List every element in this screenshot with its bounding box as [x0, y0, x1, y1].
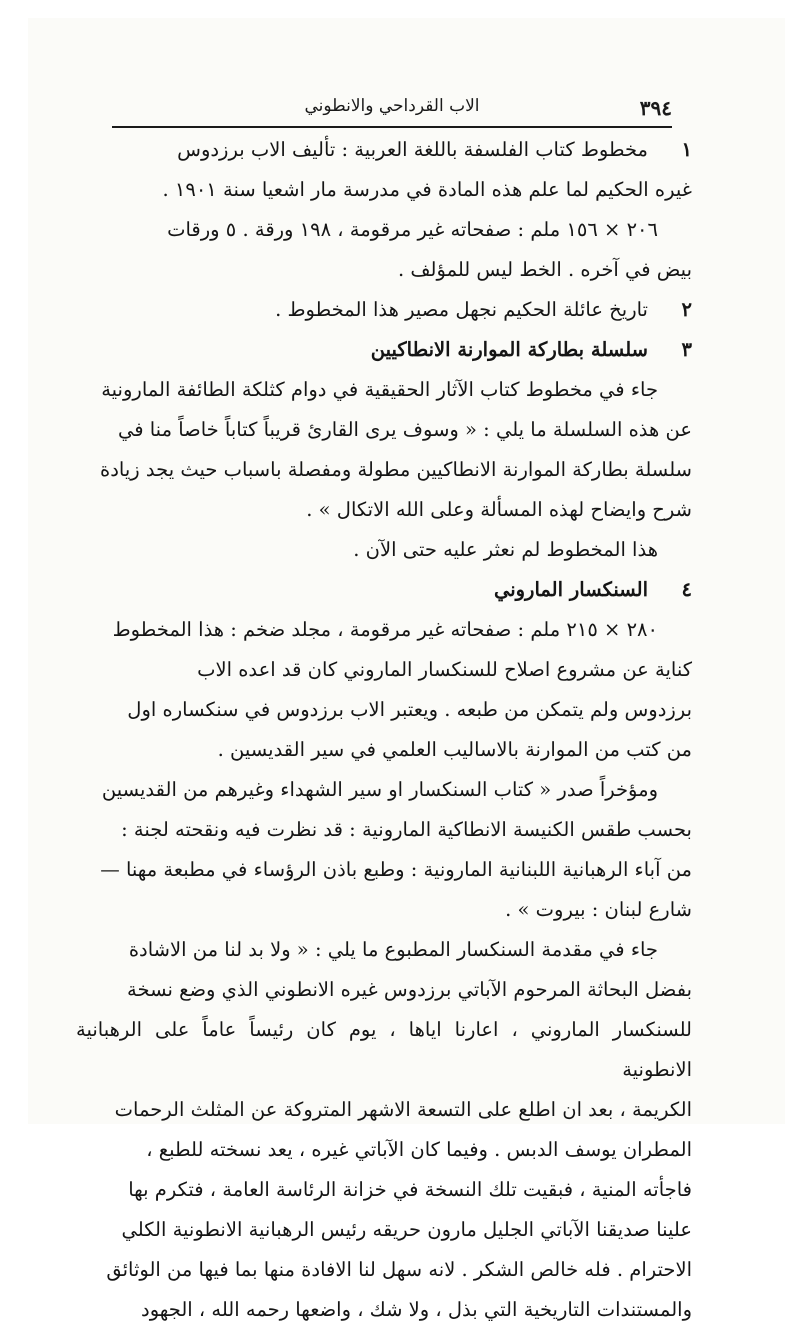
- item-number: ١: [681, 138, 692, 161]
- item-text: [76, 130, 648, 170]
- text-line: الاحترام . فله خالص الشكر . لانه سهل لنا الافادة منها بما فيها من الوثائق: [106, 1258, 692, 1281]
- header-rule: [112, 126, 672, 128]
- text-line: المطران يوسف الدبس . وفيما كان الآباتي غيره ، يعد نسخته للطبع ،: [146, 1138, 692, 1161]
- text-line: والمستندات التاريخية التي بذل ، ولا شك ، واضعها رحمه الله ، الجهود: [141, 1298, 692, 1321]
- scan-margin-left: [0, 0, 28, 1124]
- text-line: بيض في آخره . الخط ليس للمؤلف .: [397, 258, 692, 281]
- text-line: مخطوط كتاب الفلسفة باللغة العربية : تأليف الاب برزدوس: [177, 138, 648, 161]
- item-title: سلسلة بطاركة الموارنة الانطاكيين: [370, 338, 648, 361]
- page-header: [112, 92, 672, 124]
- running-title: الاب القرداحي والانطوني: [304, 96, 480, 116]
- item-number: ٤: [681, 578, 692, 601]
- text-line: علينا صديقنا الآباتي الجليل مارون حريقه رئيس الرهبانية الانطونية الكلي: [121, 1218, 692, 1241]
- text-body: [76, 130, 692, 1330]
- text-line: شارع لبنان : بيروت » .: [505, 898, 692, 921]
- page-number: ٣٩٤: [639, 96, 672, 120]
- text-line: برزدوس ولم يتمكن من طبعه . ويعتبر الاب برزدوس في سنكساره اول: [127, 698, 692, 721]
- paragraph-measurements-1: [76, 210, 692, 250]
- item-text: تاريخ عائلة الحكيم نجهل مصير هذا المخطوط .: [275, 298, 648, 321]
- scan-margin-top: [0, 0, 785, 18]
- numbered-item-1: [76, 130, 692, 170]
- text-line: من كتب من الموارنة بالاساليب العلمي في سير القديسين .: [217, 738, 692, 761]
- text-line: للسنكسار الماروني ، اعارنا اياها ، يوم كان رئيساً عاماً على الرهبانية الانطونية: [76, 1018, 692, 1081]
- text-line: فاجأته المنية ، فبقيت تلك النسخة في خزانة الرئاسة العامة ، فتكرم بها: [128, 1178, 692, 1201]
- numbered-item-3: [76, 330, 692, 370]
- numbered-item-2: [76, 290, 692, 330]
- text-line: ومؤخراً صدر « كتاب السنكسار او سير الشهداء وغيرهم من القديسين: [101, 778, 658, 801]
- text-line: ٢٠٦ × ١٥٦ ملم : صفحاته غير مرقومة ، ١٩٨ ورقة . ٥ ورقات: [167, 218, 658, 241]
- text-line: ٢٨٠ × ٢١٥ ملم : صفحاته غير مرقومة ، مجلد ضخم : هذا المخطوط: [112, 618, 658, 641]
- item-number: ٣: [681, 338, 692, 361]
- text-line: سلسلة بطاركة الموارنة الانطاكيين مطولة ومفصلة باسباب حيث يجد زيادة: [100, 458, 692, 481]
- text-line: جاء في مخطوط كتاب الآثار الحقيقية في دوام كثلكة الطائفة المارونية: [101, 378, 658, 401]
- text-line: جاء في مقدمة السنكسار المطبوع ما يلي : « ولا بد لنا من الاشادة: [128, 938, 658, 961]
- text-line: بفضل البحاثة المرحوم الآباتي برزدوس غيره الانطوني الذي وضع نسخة: [127, 978, 692, 1001]
- text-line: الكريمة ، بعد ان اطلع على التسعة الاشهر المتروكة عن المثلث الرحمات: [114, 1098, 692, 1121]
- numbered-item-4: [76, 570, 692, 610]
- item-number: ٢: [681, 298, 692, 321]
- text-line: عن هذه السلسلة ما يلي : « وسوف يرى القارئ قريباً كتاباً خاصاً منا في: [117, 418, 692, 441]
- text-line: بحسب طقس الكنيسة الانطاكية المارونية : قد نظرت فيه ونقحته لجنة :: [121, 818, 692, 841]
- text-line: شرح وايضاح لهذه المسألة وعلى الله الاتكال » .: [306, 498, 692, 521]
- text-line: هذا المخطوط لم نعثر عليه حتى الآن .: [353, 538, 658, 561]
- text-line: من آباء الرهبانية اللبنانية المارونية : وطبع باذن الرؤساء في مطبعة مهنا —: [100, 858, 692, 881]
- text-line: غيره الحكيم لما علم هذه المادة في مدرسة مار اشعيا سنة ١٩٠١ .: [162, 178, 692, 201]
- text-line: كناية عن مشروع اصلاح للسنكسار الماروني كان قد اعده الاب: [197, 658, 692, 681]
- item-title: السنكسار الماروني: [493, 578, 648, 601]
